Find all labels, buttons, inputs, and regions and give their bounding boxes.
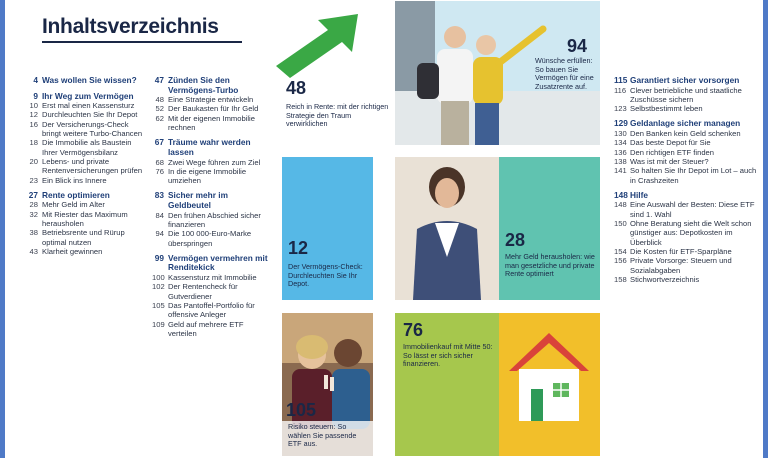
title-underline — [42, 41, 242, 43]
tile-12[interactable] — [282, 157, 373, 300]
toc-page-number: 156 — [614, 256, 627, 266]
tile-48-number: 48 — [286, 78, 307, 98]
toc-entry-text: Mit der eigenen Immobilie rechnen — [168, 113, 255, 133]
toc-entry[interactable] — [614, 275, 764, 284]
toc-page-number: 123 — [614, 104, 627, 114]
toc-page-number: 52 — [155, 104, 164, 114]
toc-page-number: 62 — [155, 113, 164, 123]
toc-page-number: 148 — [614, 200, 627, 210]
toc-entry-text: Das Pantoffel-Portfolio für offensive Anleger — [168, 300, 255, 320]
toc-column-3 — [614, 76, 764, 290]
toc-section-heading[interactable] — [152, 138, 272, 157]
toc-page-number: 68 — [155, 157, 164, 167]
toc-page-number: 105 — [152, 300, 165, 310]
toc-entry[interactable] — [152, 320, 272, 339]
toc-entry-text: Das beste Depot für Sie — [630, 138, 711, 148]
toc-page-number: 94 — [155, 229, 164, 239]
toc-heading-text: Geldanlage sicher managen — [630, 118, 741, 129]
toc-entry[interactable] — [614, 200, 764, 219]
page-title: Inhaltsverzeichnis — [42, 15, 219, 38]
toc-page-number: 4 — [33, 75, 38, 85]
toc-section — [614, 76, 764, 113]
tile-105-number: 105 — [286, 400, 317, 420]
toc-page-number: 116 — [614, 85, 627, 95]
toc-section-heading[interactable] — [152, 191, 272, 210]
toc-page-number: 27 — [28, 189, 38, 200]
toc-heading-text: Vermögen vermehren mit Renditekick — [168, 252, 268, 273]
toc-entry-text: Ohne Beratung sieht die Welt schon günstiger aus: Depotkosten im Überblick — [630, 219, 752, 247]
toc-entry-text: Die Kosten für ETF-Sparpläne — [630, 246, 732, 256]
tile-28[interactable] — [499, 157, 600, 300]
toc-section — [26, 191, 144, 256]
toc-entry-text: Geld auf mehrere ETF verteilen — [168, 319, 244, 338]
toc-entry-text: Lebens- und private Rentenversicherungen prüfen — [42, 156, 143, 176]
tile-12-caption: Der Vermögens-Check: Durchleuchten Sie Ihr Depot. — [288, 262, 363, 289]
toc-section-heading[interactable] — [152, 76, 272, 95]
toc-entry[interactable] — [26, 101, 144, 110]
toc-heading-text: Ihr Weg zum Vermögen — [42, 90, 134, 101]
tile-94[interactable] — [395, 1, 600, 145]
toc-section-heading[interactable] — [614, 119, 764, 129]
toc-page-number: 43 — [29, 246, 38, 256]
toc-entry-text: Die Immobilie als Baustein Ihrer Vermögensbilanz — [42, 138, 132, 157]
toc-entry[interactable] — [26, 210, 144, 229]
toc-entry[interactable] — [152, 167, 272, 186]
toc-page-number: 32 — [29, 209, 38, 219]
toc-page-number: 154 — [614, 246, 627, 256]
toc-column-2 — [152, 76, 272, 344]
toc-section-heading[interactable] — [26, 191, 144, 201]
toc-entry[interactable] — [614, 219, 764, 247]
toc-entry[interactable] — [614, 129, 764, 138]
toc-column-1 — [26, 76, 144, 262]
toc-entry[interactable] — [614, 166, 764, 185]
toc-entry[interactable] — [614, 157, 764, 166]
toc-section — [26, 76, 144, 86]
tile-12-number: 12 — [288, 238, 309, 258]
toc-section — [152, 138, 272, 185]
toc-page-number: 67 — [154, 137, 164, 148]
toc-entry[interactable] — [26, 200, 144, 209]
toc-entry-text: In die eigene Immobilie umziehen — [168, 166, 247, 186]
toc-page-number: 76 — [155, 166, 164, 176]
toc-heading-text: Hilfe — [630, 189, 648, 200]
tile-105-caption: Risiko steuern: So wählen Sie passende ETF aus. — [288, 422, 357, 449]
tile-76-number: 76 — [403, 320, 424, 340]
toc-entry[interactable] — [152, 104, 272, 113]
toc-entry[interactable] — [152, 273, 272, 282]
toc-entry-text: Stichwortverzeichnis — [630, 274, 700, 284]
toc-section — [614, 119, 764, 184]
toc-page-number: 38 — [29, 228, 38, 238]
toc-page-number: 130 — [614, 129, 627, 139]
toc-page-number: 16 — [29, 119, 38, 129]
toc-entry[interactable] — [152, 211, 272, 230]
tile-94-number: 94 — [567, 36, 588, 56]
toc-entry[interactable] — [614, 138, 764, 147]
toc-page-number: 99 — [154, 252, 164, 263]
toc-entry[interactable] — [614, 256, 764, 275]
house-tile — [499, 313, 600, 456]
toc-entry-text: Eine Auswahl der Besten: Diese ETF sind 1. Wahl — [630, 200, 755, 219]
toc-entry-text: Den Banken kein Geld schenken — [630, 129, 741, 139]
toc-page-number: 100 — [152, 273, 165, 283]
toc-section-heading[interactable] — [26, 76, 144, 86]
toc-page-number: 83 — [154, 190, 164, 201]
toc-page-number: 12 — [29, 110, 38, 120]
toc-section — [26, 92, 144, 185]
toc-section — [152, 76, 272, 132]
tile-76[interactable] — [395, 313, 499, 456]
toc-page-number: 9 — [33, 90, 38, 101]
toc-entry-text: Mit Riester das Maximum herausholen — [42, 209, 128, 229]
toc-page-number: 141 — [614, 166, 627, 176]
toc-entry[interactable] — [152, 158, 272, 167]
tile-105[interactable] — [282, 313, 373, 456]
toc-entry[interactable] — [152, 95, 272, 104]
toc-page-number: 148 — [614, 189, 628, 200]
toc-page-number: 20 — [29, 156, 38, 166]
toc-entry-text: Der Rentencheck für Gutverdiener — [168, 282, 238, 301]
toc-entry[interactable] — [614, 148, 764, 157]
house-icon — [499, 313, 600, 456]
toc-entry[interactable] — [26, 228, 144, 247]
toc-entry[interactable] — [152, 301, 272, 320]
toc-entry-text: Durchleuchten Sie Ihr Depot — [42, 110, 138, 120]
toc-page-number: 136 — [614, 147, 627, 157]
tile-28-number: 28 — [505, 230, 526, 250]
toc-page-number: 47 — [154, 75, 164, 85]
toc-entry[interactable] — [26, 176, 144, 185]
toc-entry-text: Kassensturz mit Immobilie — [168, 273, 257, 283]
toc-entry-text: Erst mal einen Kassensturz — [42, 101, 135, 111]
tile-76-caption: Immobilienkauf mit Mitte 50: So lässt er sich sicher finanzieren. — [403, 342, 493, 369]
toc-entry[interactable] — [614, 86, 764, 105]
toc-entry-text: Klarheit gewinnen — [42, 246, 103, 256]
toc-entry[interactable] — [152, 282, 272, 301]
toc-heading-text: Sicher mehr im Geldbeutel — [168, 190, 228, 211]
toc-page-number: 48 — [155, 95, 164, 105]
left-edge-bar — [0, 0, 5, 458]
toc-entry-text: Der Baukasten für Ihr Geld — [168, 104, 259, 114]
toc-heading-text: Träume wahr werden lassen — [168, 137, 251, 157]
tile-94-caption: Wünsche erfüllen: So bauen Sie Vermögen für eine Zusatzrente auf. — [535, 56, 594, 91]
toc-section-heading[interactable] — [614, 191, 764, 201]
toc-entry-text: Zwei Wege führen zum Ziel — [168, 157, 261, 167]
toc-entry[interactable] — [152, 229, 272, 248]
toc-page-number: 138 — [614, 156, 627, 166]
toc-section — [152, 254, 272, 338]
toc-entry-text: Betriebsrente und Rürup optimal nutzen — [42, 228, 125, 247]
green-arrow-icon — [272, 8, 364, 80]
toc-section — [152, 191, 272, 247]
toc-section — [614, 191, 764, 284]
toc-page-number: 23 — [29, 175, 38, 185]
toc-heading-text: Was wollen Sie wissen? — [42, 75, 137, 85]
toc-entry[interactable] — [26, 120, 144, 139]
toc-page-number: 102 — [152, 282, 165, 292]
toc-page-number: 134 — [614, 138, 627, 148]
toc-page-number: 115 — [614, 75, 628, 85]
toc-entry[interactable] — [614, 104, 764, 113]
toc-page-number: 129 — [614, 118, 628, 129]
toc-entry-text: Mehr Geld im Alter — [42, 200, 105, 210]
toc-entry-text: Private Vorsorge: Steuern und Sozialabgaben — [630, 256, 732, 275]
toc-page-number: 150 — [614, 219, 627, 229]
toc-page-number: 10 — [29, 101, 38, 111]
toc-entry-text: Der Versicherungs-Check bringt weitere Turbo-Chancen — [42, 119, 143, 139]
toc-heading-text: Rente optimieren — [42, 189, 110, 200]
toc-page-number: 28 — [29, 200, 38, 210]
toc-entry[interactable] — [26, 247, 144, 256]
woman-photo — [395, 157, 499, 300]
toc-section-heading[interactable] — [614, 76, 764, 86]
tile-48-caption: Reich in Rente: mit der richtigen Strategie den Traum verwirklichen — [286, 102, 389, 129]
toc-heading-text: Garantiert sicher vorsorgen — [630, 75, 740, 85]
toc-entry-text: Den richtigen ETF finden — [630, 147, 714, 157]
toc-entry-text: Die 100 000-Euro-Marke überspringen — [168, 229, 252, 248]
toc-entry-text: Ein Blick ins Innere — [42, 175, 107, 185]
toc-entry-text: Clever betriebliche und staatliche Zuschüsse sichern — [630, 85, 742, 104]
toc-section-heading[interactable] — [152, 254, 272, 273]
toc-entry[interactable] — [26, 110, 144, 119]
toc-page-number: 109 — [152, 319, 165, 329]
tile-28-caption: Mehr Geld herausholen: wie man gesetzliche und private Rente optimiert — [505, 252, 595, 279]
toc-section-heading[interactable] — [26, 92, 144, 102]
toc-entry-text: So halten Sie Ihr Depot im Lot – auch in Crashzeiten — [630, 166, 757, 185]
toc-page-number: 158 — [614, 274, 627, 284]
toc-page-number: 84 — [155, 210, 164, 220]
toc-entry[interactable] — [614, 247, 764, 256]
toc-entry[interactable] — [152, 114, 272, 133]
toc-entry-text: Eine Strategie entwickeln — [168, 95, 254, 105]
toc-entry[interactable] — [26, 138, 144, 157]
toc-entry[interactable] — [26, 157, 144, 176]
toc-entry-text: Den frühen Abschied sicher finanzieren — [168, 210, 261, 229]
toc-entry-text: Was ist mit der Steuer? — [630, 156, 709, 166]
toc-page-number: 18 — [29, 138, 38, 148]
tile-48[interactable] — [282, 75, 394, 155]
toc-heading-text: Zünden Sie den Vermögens-Turbo — [168, 75, 239, 95]
toc-entry-text: Selbstbestimmt leben — [630, 104, 703, 114]
